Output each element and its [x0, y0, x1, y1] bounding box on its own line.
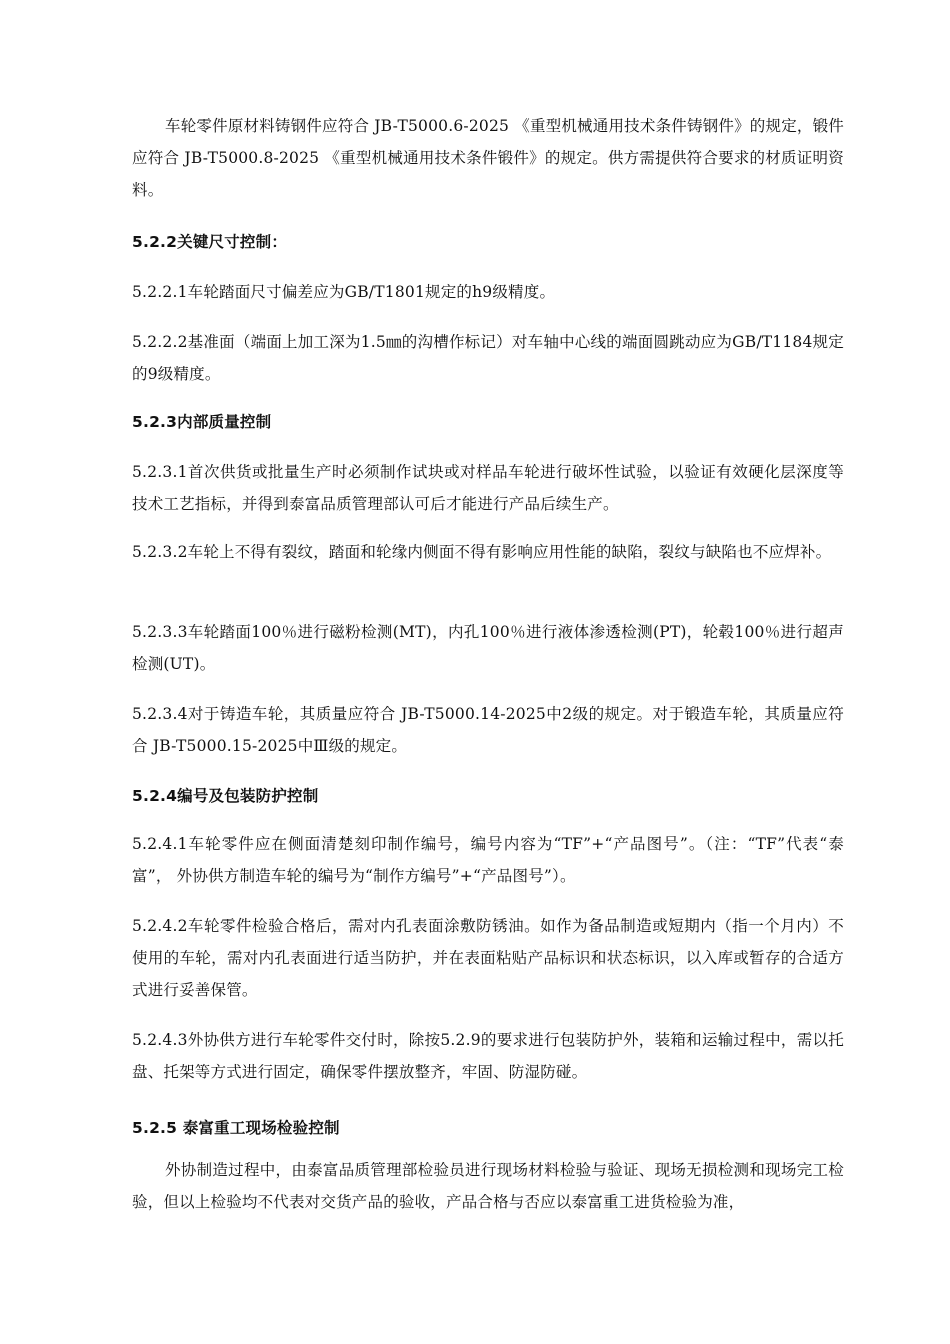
clause-5-2-2-2-block — [132, 326, 844, 390]
clause-5-2-3-1: 5.2.3.1首次供货或批量生产时必须制作试块或对样品车轮进行破坏性试验，以验证有效硬化层深度等技术工艺指标，并得到泰富品质管理部认可后才能进行产品后续生产。 — [132, 463, 844, 513]
section-5-2-2-heading: 5.2.2关键尺寸控制： — [132, 233, 288, 251]
section-5-2-2-heading-block — [132, 226, 844, 258]
intro-paragraph: 车轮零件原材料铸钢件应符合 JB-T5000.6-2025 《重型机械通用技术条件铸钢件》的规定，锻件应符合 JB-T5000.8-2025 《重型机械通用技术条件锻件》的规定。供方需提供符合要求的材质证明资料。 — [132, 117, 844, 199]
section-5-2-3-heading: 5.2.3内部质量控制 — [132, 413, 272, 431]
clause-5-2-4-2: 5.2.4.2车轮零件检验合格后，需对内孔表面涂敷防锈油。如作为备品制造或短期内（指一个月内）不使用的车轮，需对内孔表面进行适当防护，并在表面粘贴产品标识和状态标识，以入库或暂存的合适方式进行妥善保管。 — [132, 917, 844, 999]
section-5-2-5-paragraph-block — [132, 1154, 844, 1218]
clause-5-2-3-4: 5.2.3.4对于铸造车轮，其质量应符合 JB-T5000.14-2025中2级的规定。对于锻造车轮，其质量应符合 JB-T5000.15-2025中Ⅲ级的规定。 — [132, 705, 844, 755]
clause-5-2-3-3: 5.2.3.3车轮踏面100％进行磁粉检测(MT)，内孔100％进行液体渗透检测(PT)，轮毂100％进行超声检测(UT)。 — [132, 623, 844, 673]
clause-5-2-4-1-block — [132, 828, 844, 892]
clause-5-2-4-1: 5.2.4.1车轮零件应在侧面清楚刻印制作编号，编号内容为“TF”+“产品图号”。（注：“TF”代表“泰富”， 外协供方制造车轮的编号为“制作方编号”+“产品图号”）。 — [132, 835, 844, 885]
clause-5-2-2-1-block — [132, 276, 844, 308]
section-5-2-5-paragraph: 外协制造过程中，由泰富品质管理部检验员进行现场材料检验与验证、现场无损检测和现场完工检验，但以上检验均不代表对交货产品的验收，产品合格与否应以泰富重工进货检验为准， — [132, 1161, 844, 1211]
clause-5-2-4-2-block — [132, 910, 844, 1006]
section-5-2-4-heading: 5.2.4编号及包装防护控制 — [132, 787, 319, 805]
clause-5-2-3-2-block — [132, 536, 844, 568]
clause-5-2-3-2: 5.2.3.2车轮上不得有裂纹，踏面和轮缘内侧面不得有影响应用性能的缺陷，裂纹与缺陷也不应焊补。 — [132, 543, 832, 561]
clause-5-2-3-1-block — [132, 456, 844, 520]
clause-5-2-2-1: 5.2.2.1车轮踏面尺寸偏差应为GB/T1801规定的h9级精度。 — [132, 283, 556, 301]
section-5-2-5-heading-block — [132, 1112, 844, 1144]
intro-paragraph-block — [132, 110, 844, 206]
clause-5-2-4-3-block — [132, 1024, 844, 1088]
section-5-2-5-heading: 5.2.5 泰富重工现场检验控制 — [132, 1119, 340, 1137]
clause-5-2-4-3: 5.2.4.3外协供方进行车轮零件交付时，除按5.2.9的要求进行包装防护外，装箱和运输过程中，需以托盘、托架等方式进行固定，确保零件摆放整齐，牢固、防湿防碰。 — [132, 1031, 844, 1081]
section-5-2-3-heading-block — [132, 406, 844, 438]
section-5-2-4-heading-block — [132, 780, 844, 812]
clause-5-2-3-3-block — [132, 616, 844, 680]
clause-5-2-2-2: 5.2.2.2基准面（端面上加工深为1.5㎜的沟槽作标记）对车轴中心线的端面圆跳动应为GB/T1184规定的9级精度。 — [132, 333, 844, 383]
clause-5-2-3-4-block — [132, 698, 844, 762]
